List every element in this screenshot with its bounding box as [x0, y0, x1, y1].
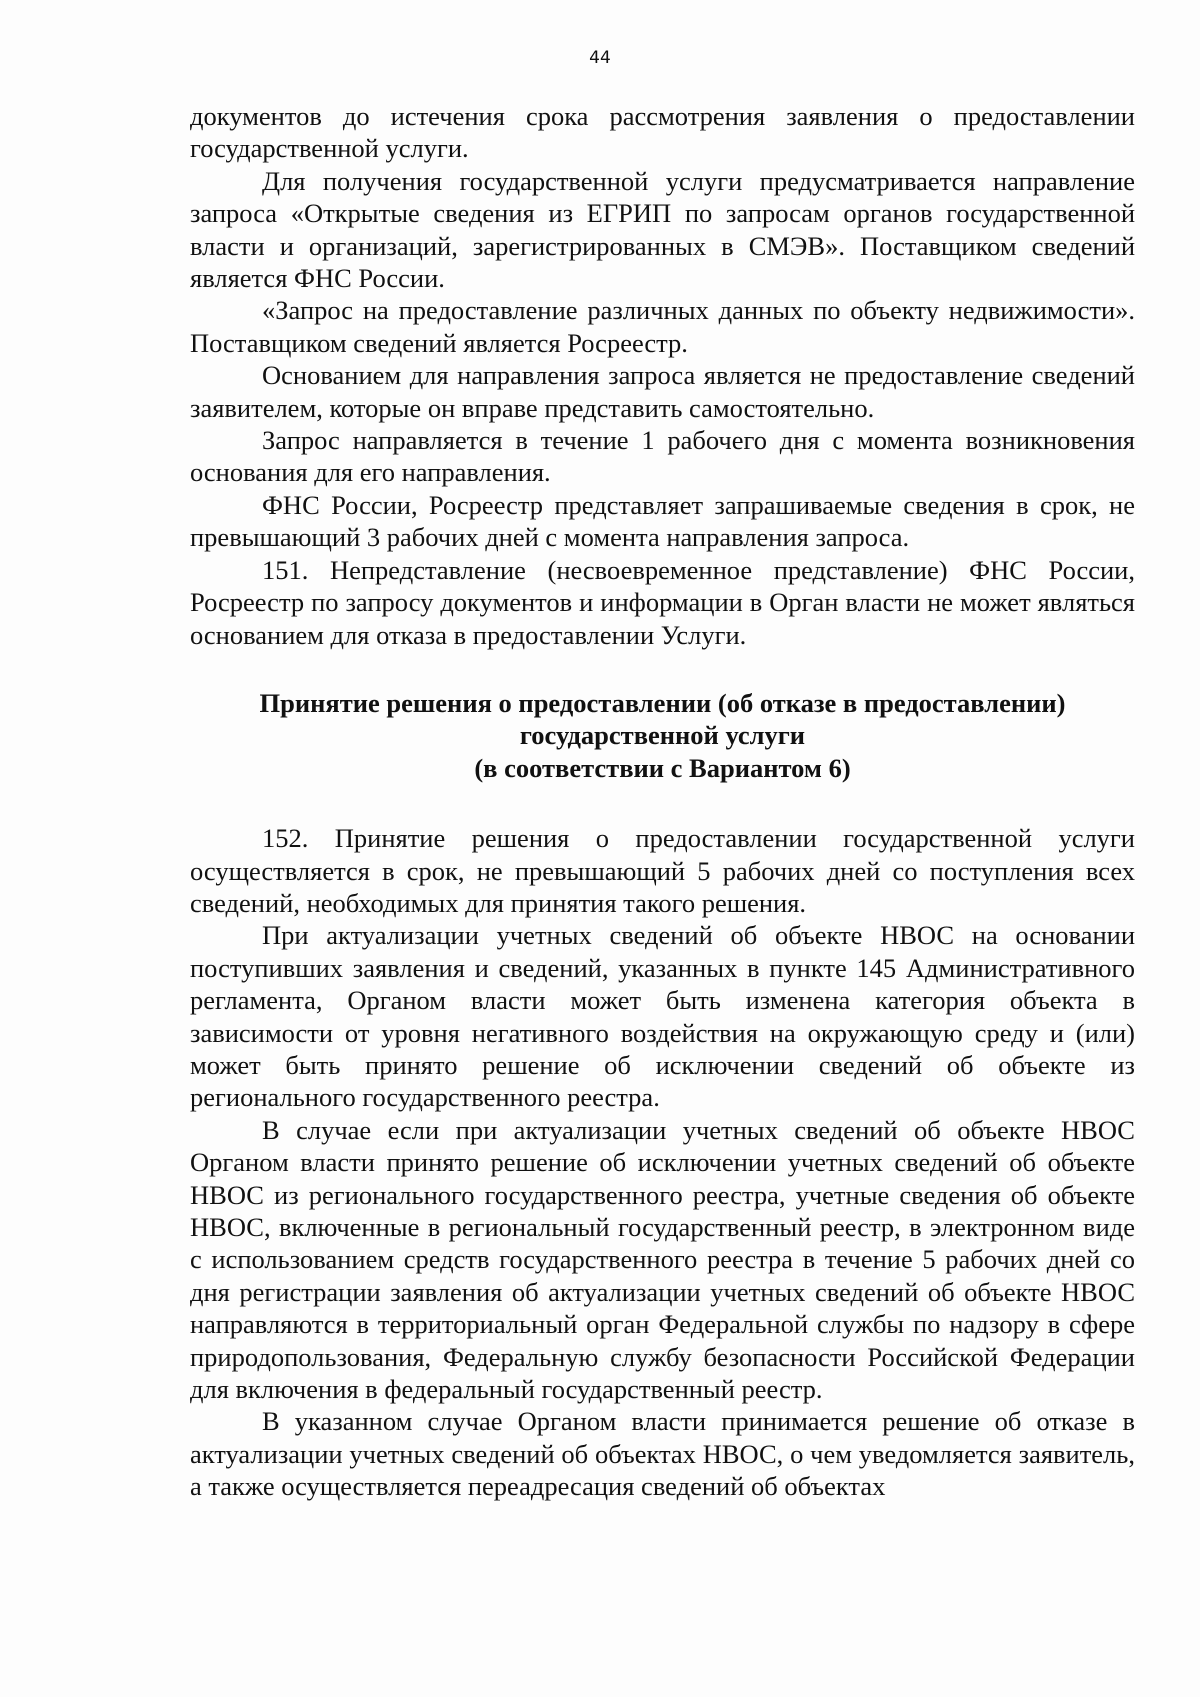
section-heading — [190, 687, 1135, 784]
paragraph: 151. Непредставление (несвоевременное представление) ФНС России, Росреестр по запросу документов и информации в Орган власти не может являться основанием для отказа в предоставлении Услуги. — [190, 554, 1135, 650]
paragraph: В указанном случае Органом власти принимается решение об отказе в актуализации учетных сведений об объектах НВОС, о чем уведомляется заявитель, а также осуществляется переадресация сведений об объектах — [190, 1406, 1135, 1502]
paragraph: Основанием для направления запроса является не предоставление сведений заявителем, которые он вправе представить самостоятельно. — [190, 360, 1135, 423]
paragraph: 152. Принятие решения о предоставлении государственной услуги осуществляется в срок, не превышающий 5 рабочих дней со поступления всех сведений, необходимых для принятия такого решения. — [190, 823, 1135, 918]
paragraph: ФНС России, Росреестр представляет запрашиваемые сведения в срок, не превышающий 3 рабочих дней с момента направления запроса. — [190, 489, 1135, 553]
document-body — [190, 100, 1135, 1503]
section-heading-line: государственной услуги — [519, 720, 806, 751]
paragraphs-before-heading — [190, 100, 1135, 651]
section-heading-line: (в соответствии с Вариантом 6) — [474, 752, 851, 783]
paragraph: документов до истечения срока рассмотрения заявления о предоставлении государственной услуги. — [190, 101, 1135, 164]
section-heading-line: Принятие решения о предоставлении (об отказе в предоставлении) — [259, 687, 1066, 718]
paragraph: Запрос направляется в течение 1 рабочего дня с момента возникновения основания для его направления. — [190, 425, 1135, 488]
paragraph: «Запрос на предоставление различных данных по объекту недвижимости». Поставщиком сведений является Росреестр. — [190, 295, 1135, 358]
paragraph: В случае если при актуализации учетных сведений об объекте НВОС Органом власти принято решение об исключении учетных сведений об объекте НВОС из регионального государственного реестра, учетные сведения об объекте НВОС, включенные в региональный государственный реестр, в электронном виде с использованием средств государственного реестра в течение 5 рабочих дней со дня регистрации заявления об актуализации учетных сведений об объекте НВОС направляются в территориальный орган Федеральной службы по надзору в сфере природопользования, Федеральную службу безопасности Российской Федерации для включения в федеральный государственный реестр. — [190, 1114, 1135, 1405]
paragraph: При актуализации учетных сведений об объекте НВОС на основании поступивших заявления и сведений, указанных в пункте 145 Административного регламента, Органом власти может быть изменена категория объекта в зависимости от уровня негативного воздействия на окружающую среду и (или) может быть принято решение об исключении сведений об объекте из регионального государственного реестра. — [190, 920, 1135, 1113]
paragraph: Для получения государственной услуги предусматривается направление запроса «Открытые сведения из ЕГРИП по запросам органов государственной власти и организаций, зарегистрированных в СМЭВ». Поставщиком сведений является ФНС России. — [190, 165, 1135, 294]
page-number: 44 — [589, 48, 611, 68]
paragraphs-after-heading — [190, 822, 1135, 1503]
